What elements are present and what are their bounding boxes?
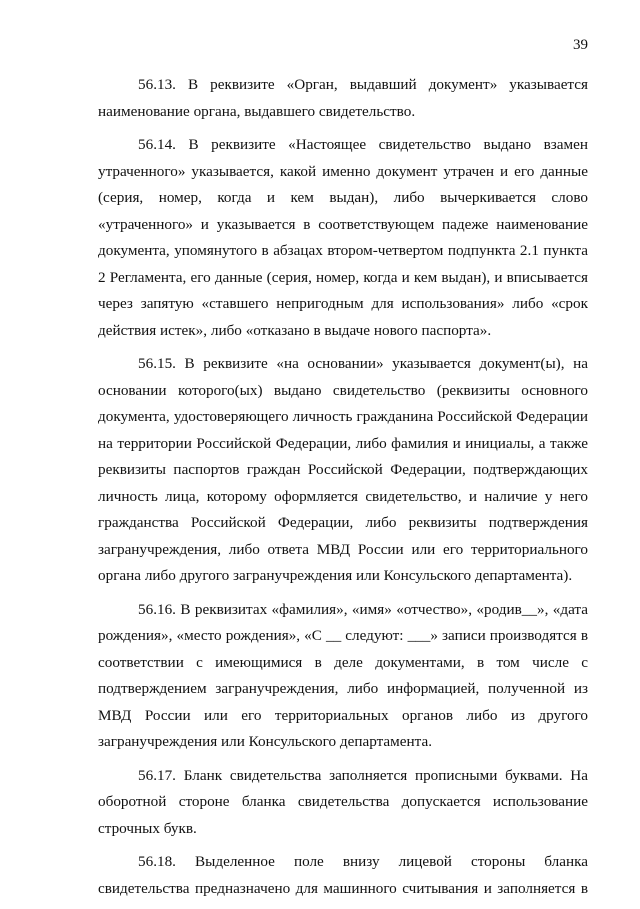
text-line: действия истек», либо «отказано в выдаче нового паспорта». [98, 321, 492, 339]
text-line: строчных букв. [98, 819, 197, 837]
text-line: гражданства Российской Федерации, либо реквизиты подтверждения [98, 514, 588, 531]
text-line: на территории Российской Федерации, либо фамилия и инициалы, а также [98, 434, 588, 452]
page-number: 39 [573, 37, 588, 53]
text-line: оборотной стороне бланка свидетельства допускается использование [98, 793, 588, 810]
text-line: основании которого(ых) выдано свидетельство (реквизиты основного [98, 381, 588, 399]
paragraph-56-13 [98, 72, 588, 125]
paragraph-56-16 [98, 597, 588, 756]
text-line: рождения», «место рождения», «С __ следуют: ___» записи производятся в [98, 627, 588, 644]
text-line: документа, удостоверяющего личность гражданина Российской Федерации [98, 408, 588, 425]
text-line: 56.14. В реквизите «Настоящее свидетельство выдано взамен [138, 136, 588, 153]
text-line: через запятую «ставшего непригодным для использования» либо «срок [98, 295, 588, 312]
text-line: 56.13. В реквизите «Орган, выдавший документ» указывается [138, 76, 588, 93]
paragraph-56-15 [98, 351, 588, 590]
paragraph-56-14 [98, 132, 588, 344]
text-line: загранучреждения, либо ответа МВД России или его территориального [98, 540, 588, 558]
text-line: реквизиты паспортов граждан Российской Федерации, подтверждающих [98, 461, 588, 478]
text-line: утраченного» указывается, какой именно документ утрачен и его данные [98, 162, 588, 180]
text-line: 2 Регламента, его данные (серия, номер, когда и кем выдан), и вписывается [98, 268, 588, 286]
text-line: 56.15. В реквизите «на основании» указывается документ(ы), на [138, 355, 588, 372]
text-line: свидетельства предназначено для машинного считывания и заполняется в [98, 879, 588, 897]
paragraph-56-17 [98, 763, 588, 843]
text-line: личность лица, которому оформляется свидетельство, и наличие у него [98, 487, 588, 505]
paragraph-56-18 [98, 849, 588, 902]
document-body [98, 72, 588, 909]
text-line: 56.18. Выделенное поле внизу лицевой стороны бланка [138, 853, 588, 870]
text-line: подтверждением загранучреждения, либо информацией, полученной из [98, 680, 588, 697]
text-line: наименование органа, выдавшего свидетельство. [98, 102, 416, 120]
text-line: соответствии с имеющимися в деле документами, в том числе с [98, 653, 588, 671]
text-line: (серия, номер, когда и кем выдан), либо вычеркивается слово [98, 189, 588, 206]
text-line: документа, упомянутого в абзацах втором-четвертом подпункта 2.1 пункта [98, 242, 588, 259]
text-line: МВД России или его территориальных органов либо из другого [98, 706, 588, 724]
text-line: загранучреждения или Консульского департамента. [98, 733, 433, 750]
text-line: 56.16. В реквизитах «фамилия», «имя» «отчество», «родив__», «дата [138, 600, 588, 618]
text-line: «утраченного» и указывается в соответствующем падеже наименование [98, 215, 588, 233]
text-line: 56.17. Бланк свидетельства заполняется прописными буквами. На [138, 766, 588, 784]
text-line: органа либо другого загранучреждения или Консульского департамента). [98, 567, 573, 584]
